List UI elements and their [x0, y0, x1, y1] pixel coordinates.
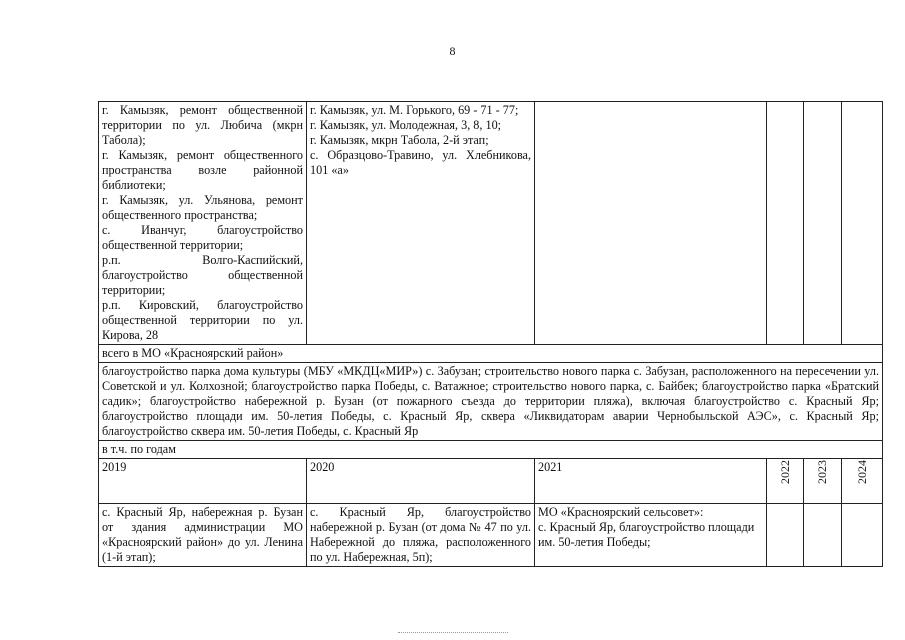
territory-item: р.п. Кировский, благоустройство общественной территории по ул. Кирова, 28	[102, 298, 303, 342]
territory-item: с. Образцово-Травино, ул. Хлебникова, 101 «а»	[310, 148, 531, 177]
content-2024	[842, 504, 883, 567]
content-2021-line: с. Красный Яр, благоустройство площади	[538, 520, 755, 534]
territory-item: г. Камызяк, ул. Ульянова, ремонт общественного пространства;	[102, 193, 303, 222]
content-2019: с. Красный Яр, набережная р. Бузан от здания администрации МО «Красноярский район» до ул. Ленина (1-й этап);	[99, 504, 307, 567]
year-2021: 2021	[535, 459, 767, 504]
page-number: 8	[449, 44, 456, 58]
content-2023	[804, 504, 842, 567]
territory-item: г. Камызяк, ремонт общественной территории по ул. Любича (мкрн Табола);	[102, 103, 303, 147]
year-2022: 2022	[777, 460, 792, 484]
territory-item: г. Камызяк, ул. М. Горького, 69 - 71 - 77;	[310, 103, 519, 117]
year-2024: 2024	[854, 460, 869, 484]
content-2022	[767, 504, 804, 567]
territory-item: г. Камызяк, ул. Молодежная, 3, 8, 10;	[310, 118, 502, 132]
year-2019: 2019	[99, 459, 307, 504]
cell-empty	[842, 102, 883, 345]
by-years-row	[99, 441, 883, 459]
year-2020: 2020	[307, 459, 535, 504]
territory-item: р.п. Волго-Каспийский, благоустройство общественной территории;	[102, 253, 303, 297]
year-2023: 2023	[815, 460, 829, 484]
year-2022-cell	[767, 459, 804, 504]
cell-territories-col1	[99, 102, 307, 345]
section-description: благоустройство парка дома культуры (МБУ «МКДЦ«МИР») с. Забузан; строительство нового парка с. Забузан, расположенного на пересечении ул. Советской и ул. Колхозной; благоустройство парка Победы, с. Ватажное; строительство нового парка, с. Байбек; благоустройство парка «Братский садик»; благоустройство набережной р. Бузан (от пожарного съезда до территории пляжа), включая благоустройство с. Красный Яр; благоустройство площади им. 50-летия Победы, с. Красный Яр, сквера «Ликвидаторам аварии Чернобыльской АЭС», с. Красный Яр; благоустройство сквера им. 50-летия Победы, с. Красный Яр	[99, 363, 883, 441]
content-2020: с. Красный Яр, благоустройство набережной р. Бузан (от дома № 47 по ул. Набережной до пляжа, расположенного по ул. Набережная, 5п);	[307, 504, 535, 567]
territory-item: г. Камызяк, ремонт общественного пространства возле районной библиотеки;	[102, 148, 303, 192]
year-2023-cell	[804, 459, 842, 504]
cell-empty	[804, 102, 842, 345]
program-table	[98, 101, 883, 567]
section-description-row	[99, 363, 883, 441]
section-total-label: всего в МО «Красноярский район»	[99, 345, 883, 363]
years-header-row	[99, 459, 883, 504]
content-2021	[535, 504, 767, 567]
section-total-row	[99, 345, 883, 363]
content-2021-line: МО «Красноярский сельсовет»:	[538, 505, 704, 519]
territory-item: г. Камызяк, мкрн Табола, 2-й этап;	[310, 133, 489, 147]
content-2021-line: им. 50-летия Победы;	[538, 535, 651, 549]
year-2024-cell	[842, 459, 883, 504]
cell-empty	[535, 102, 767, 345]
cell-territories-col2	[307, 102, 535, 345]
next-page-fragment	[398, 632, 508, 637]
territory-item: с. Иванчуг, благоустройство общественной территории;	[102, 223, 303, 252]
by-years-label: в т.ч. по годам	[99, 441, 883, 459]
cell-empty	[767, 102, 804, 345]
top-row	[99, 102, 883, 345]
years-content-row	[99, 504, 883, 567]
